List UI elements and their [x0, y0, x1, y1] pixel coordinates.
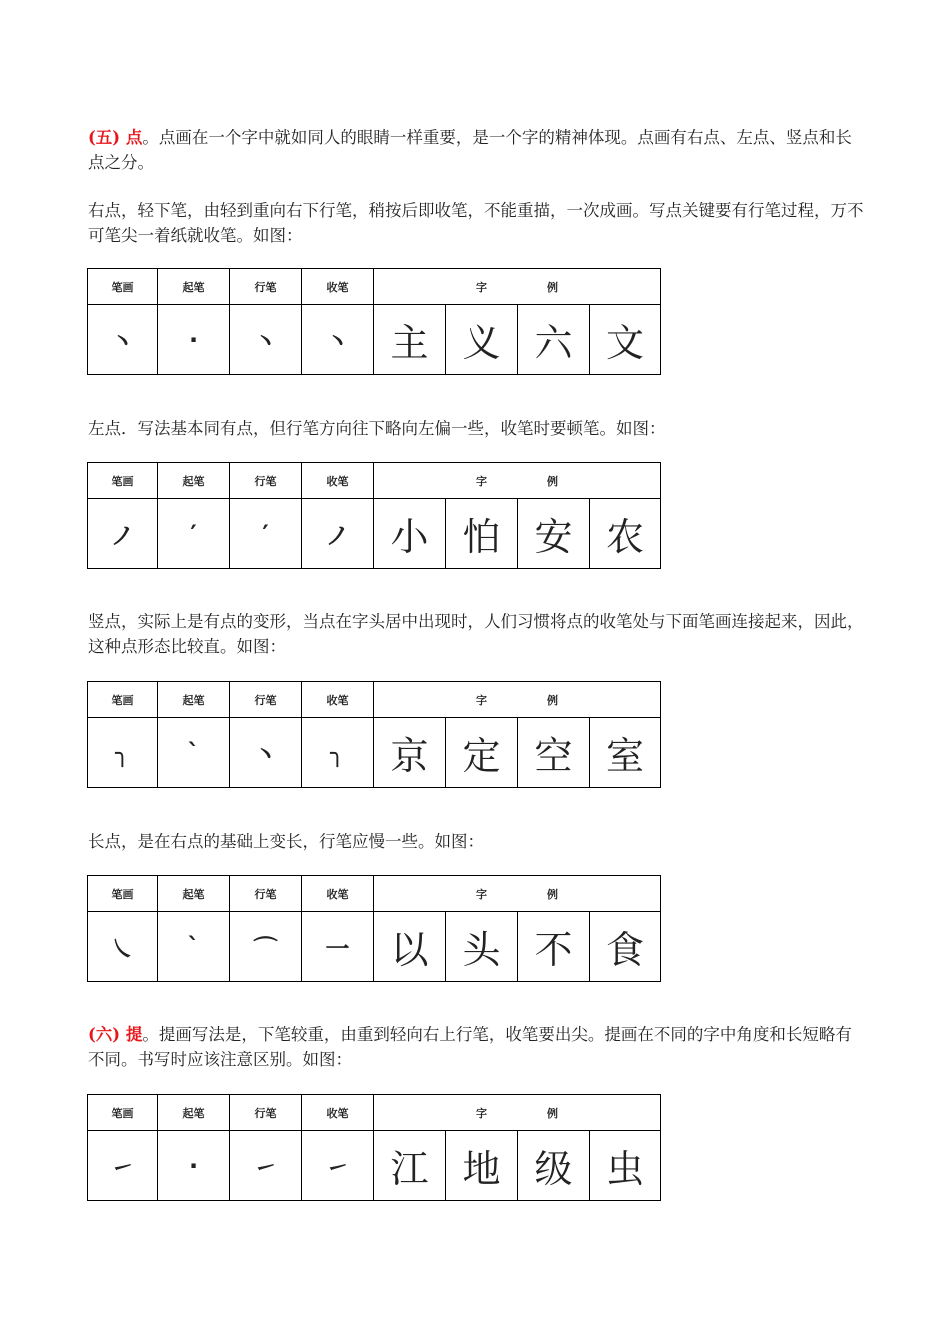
example-char: 主	[374, 305, 446, 375]
header-end: 收笔	[302, 463, 374, 499]
example-char: 安	[518, 499, 590, 569]
example-char: 以	[374, 912, 446, 982]
table-row	[88, 499, 661, 569]
example-char: 文	[590, 305, 661, 375]
section-ti-text: (六) 提。提画写法是，下笔较重，由重到轻向右上行笔，收笔要出尖。提画在不同的字中角度和长短略有不同。书写时应该注意区别。如图：	[88, 1025, 852, 1069]
table-header-row	[88, 682, 661, 718]
move-cell: 丶	[230, 718, 302, 788]
table-row	[88, 305, 661, 375]
header-stroke: 笔画	[88, 463, 158, 499]
section-heading-dian: (五) 点	[88, 128, 143, 147]
start-cell: ′	[158, 499, 230, 569]
example-char: 头	[446, 912, 518, 982]
long-dot-text: 长点，是在右点的基础上变长，行笔应慢一些。如图：	[88, 832, 484, 851]
example-char: 京	[374, 718, 446, 788]
example-char: 级	[518, 1131, 590, 1201]
header-stroke: 笔画	[88, 876, 158, 912]
ti-table	[87, 1094, 661, 1201]
move-cell: 丶	[230, 305, 302, 375]
stroke-cell: ㇀	[88, 1131, 158, 1201]
header-move: 行笔	[230, 1095, 302, 1131]
start-cell: `	[158, 912, 230, 982]
move-cell: ′	[230, 499, 302, 569]
move-cell: ⌒	[230, 912, 302, 982]
stroke-cell: 丶	[88, 305, 158, 375]
header-start: 起笔	[158, 682, 230, 718]
table-header-row	[88, 1095, 661, 1131]
example-char: 室	[590, 718, 661, 788]
header-examples: 字 例	[374, 1095, 661, 1131]
example-char: 小	[374, 499, 446, 569]
end-cell: ノ	[302, 499, 374, 569]
example-char: 空	[518, 718, 590, 788]
example-char: 农	[590, 499, 661, 569]
header-start: 起笔	[158, 269, 230, 305]
header-examples: 字 例	[374, 463, 661, 499]
end-cell: ╮	[302, 718, 374, 788]
example-char: 不	[518, 912, 590, 982]
header-end: 收笔	[302, 269, 374, 305]
example-char: 六	[518, 305, 590, 375]
vertical-dot-text: 竖点，实际上是有点的变形，当点在字头居中出现时，人们习惯将点的收笔处与下面笔画连接起来，因此，这种点形态比较直。如图：	[88, 612, 864, 656]
header-end: 收笔	[302, 1095, 374, 1131]
stroke-cell: ノ	[88, 499, 158, 569]
move-cell: ㇀	[230, 1131, 302, 1201]
table-row	[88, 718, 661, 788]
table-row	[88, 912, 661, 982]
stroke-cell: ╮	[88, 718, 158, 788]
start-cell: `	[158, 718, 230, 788]
right-dot-table	[87, 268, 661, 375]
example-char: 食	[590, 912, 661, 982]
header-move: 行笔	[230, 463, 302, 499]
header-start: 起笔	[158, 463, 230, 499]
example-char: 定	[446, 718, 518, 788]
stroke-cell: ㇏	[88, 912, 158, 982]
header-start: 起笔	[158, 876, 230, 912]
vertical-dot-table	[87, 681, 661, 788]
header-start: 起笔	[158, 1095, 230, 1131]
example-char: 义	[446, 305, 518, 375]
header-move: 行笔	[230, 682, 302, 718]
section-heading-ti: (六) 提	[88, 1025, 143, 1044]
example-char: 虫	[590, 1131, 661, 1201]
table-header-row	[88, 463, 661, 499]
left-dot-table	[87, 462, 661, 569]
example-char: 怕	[446, 499, 518, 569]
left-dot-text: 左点．写法基本同有点，但行笔方向往下略向左偏一些，收笔时要顿笔。如图：	[88, 419, 666, 438]
header-stroke: 笔画	[88, 1095, 158, 1131]
table-header-row	[88, 269, 661, 305]
header-examples: 字 例	[374, 876, 661, 912]
right-dot-text: 右点，轻下笔，由轻到重向右下行笔，稍按后即收笔，不能重描，一次成画。写点关键要有行笔过程，万不可笔尖一着纸就收笔。如图：	[88, 201, 864, 245]
end-cell: ㇀	[302, 1131, 374, 1201]
header-move: 行笔	[230, 876, 302, 912]
table-row	[88, 1131, 661, 1201]
header-stroke: 笔画	[88, 269, 158, 305]
header-stroke: 笔画	[88, 682, 158, 718]
header-examples: 字 例	[374, 682, 661, 718]
header-move: 行笔	[230, 269, 302, 305]
table-header-row	[88, 876, 661, 912]
section-dian-intro: (五) 点。点画在一个字中就如同人的眼睛一样重要，是一个字的精神体现。点画有右点、左点、竖点和长点之分。	[88, 128, 852, 172]
start-cell: ·	[158, 1131, 230, 1201]
header-end: 收笔	[302, 876, 374, 912]
long-dot-table	[87, 875, 661, 982]
end-cell: 一	[302, 912, 374, 982]
header-end: 收笔	[302, 682, 374, 718]
header-examples: 字 例	[374, 269, 661, 305]
start-cell: ·	[158, 305, 230, 375]
example-char: 地	[446, 1131, 518, 1201]
end-cell: 丶	[302, 305, 374, 375]
example-char: 江	[374, 1131, 446, 1201]
